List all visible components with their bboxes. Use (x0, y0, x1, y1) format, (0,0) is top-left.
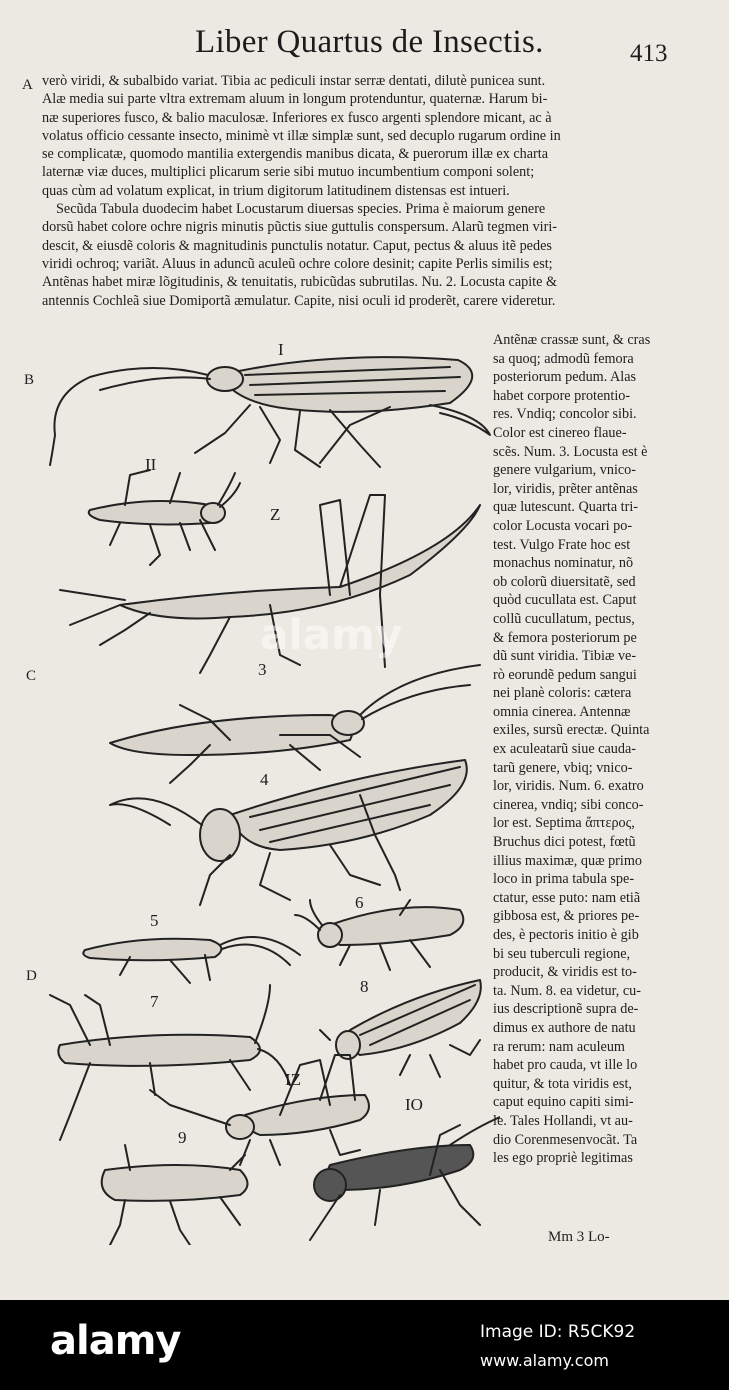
locust-2-drawing (89, 470, 240, 565)
side-text-line: genere vulgarium, vnico- (493, 462, 637, 479)
side-text-line: habet corpore protentio- (493, 387, 631, 404)
figure-label: IO (405, 1095, 423, 1114)
side-text-line: ctatur, esse puto: nam etiã (493, 889, 641, 906)
side-text-line: caput equino capiti simi- (493, 1094, 634, 1111)
locust-1-drawing (50, 357, 490, 467)
text-line: volatus officio cessante insecto, minimè vt illæ simplæ sunt, sed decuplo rugarum ordine in (42, 127, 561, 144)
side-text-line: scẽs. Num. 3. Locusta est è (493, 443, 648, 460)
side-text-line: des, è pectoris initio è gib (493, 927, 639, 943)
alamy-logo: alamy (50, 1318, 181, 1364)
text-line: antennis Cochleã siue Domiportã æmulatur. Capite, nisi oculi id proderẽt, carere videretur. (42, 292, 556, 309)
side-text-line: nei planè coloris: cætera (493, 685, 632, 702)
locust-9-drawing (102, 1145, 248, 1245)
figure-label: Z (270, 505, 281, 524)
side-text-line: ta. Num. 8. ea videtur, cu- (493, 982, 641, 999)
side-text-line: gibbosa est, & priores pe- (493, 908, 640, 925)
side-text-line: quæ lutescunt. Quarta tri- (493, 499, 638, 516)
side-text-line: color Locusta vocari po- (493, 517, 633, 534)
side-text-line: cinerea, vndiq; sibi conco- (493, 796, 644, 813)
margin-letter-a: A (22, 77, 33, 93)
side-text-line: Bruchus dici potest, fœtũ (493, 834, 636, 851)
side-text-line: posteriorum pedum. Alas (493, 369, 637, 386)
side-text-line: monachus nominatur, nõ (493, 555, 634, 572)
side-text-line: lor est. Septima ἄπτερος, (493, 815, 635, 832)
side-text-line: omnia cinerea. Antennæ (493, 703, 631, 720)
locust-4-drawing (110, 760, 467, 905)
text-line: næ superiores fusco, & balio maculosæ. Inferiores ex fusco argenti splendore micant, ac à (42, 109, 552, 126)
locust-8-drawing (320, 980, 481, 1077)
figure-label: 4 (260, 770, 269, 789)
locust-12-drawing (150, 1055, 369, 1165)
side-text-line: ius descriptionẽ supra de- (493, 1001, 639, 1018)
margin-letter-b: B (24, 372, 35, 388)
woodcut-illustration (30, 355, 500, 1245)
figure-label: 6 (355, 893, 364, 912)
text-line: laternæ viæ duces, multiplici plicarum serie sibi mutuo incumbentium componi solent; (42, 164, 535, 181)
text-line: Antẽnas habet miræ lõgitudinis, & tenuitatis, rubicũdas subrutilas. Nu. 2. Locusta capite & (42, 274, 557, 291)
watermark-footer (0, 1300, 729, 1390)
figure-label: 9 (178, 1128, 187, 1147)
side-text-line: le. Tales Hollandi, vt au- (493, 1112, 633, 1129)
side-text-line: test. Vulgo Frate hoc est (493, 536, 631, 553)
figure-label: II (145, 455, 157, 474)
side-text-line: tarũ genere, vbiq; vnico- (493, 759, 633, 776)
text-line: Secũda Tabula duodecim habet Locustarum diuersas species. Prima è maiorum genere (56, 201, 546, 218)
margin-letter-d: D (26, 968, 37, 984)
page-number: 413 (630, 40, 668, 67)
locust-5-drawing (83, 937, 300, 983)
locust-10-drawing (310, 1115, 500, 1240)
side-text-line: Color est cinereo flaue- (493, 424, 627, 441)
side-text-line: bi seu tuberculi regione, (493, 945, 631, 962)
side-text-line: sa quoq; admodũ femora (493, 350, 634, 367)
side-text-line: dio Corenmesenvocãt. Ta (493, 1131, 638, 1148)
locust-illustrations (30, 340, 500, 1245)
side-text-line: dimus ex authore de natu (493, 1019, 636, 1036)
side-text-line: habet pro cauda, vt ille lo (493, 1057, 638, 1074)
margin-letter-c: C (26, 668, 37, 684)
side-text-line: quitur, & tota viridis est, (493, 1075, 632, 1092)
side-text-line: les ego propriè legitimas (493, 1150, 633, 1167)
text-line: Alæ media sui parte vltra extremam aluum in longum protenduntur, quaternæ. Harum bi- (42, 91, 548, 108)
side-text-line: illius maximæ, quæ primo (493, 852, 642, 869)
side-text-line: ra rerum: nam aculeum (493, 1038, 625, 1055)
text-line: verò viridi, & subalbido variat. Tibia ac pediculi instar serræ dentati, dilutè punicea sunt. (42, 73, 546, 89)
text-line: descit, & eiusdẽ coloris & magnitudinis punctulis notatur. Caput, pectus & aluus itẽ pedes (42, 237, 552, 254)
text-line: viridi ochroq; variãt. Aluus in aduncũ aculeũ ochre colore desinit; capite Perlis similis est; (42, 255, 553, 272)
side-text-line: lor, viridis, prẽter antẽnas (493, 480, 638, 497)
side-text-line: loco in prima tabula spe- (493, 871, 635, 888)
overlay-watermark: alamy (260, 610, 403, 659)
figure-label: 3 (258, 660, 267, 679)
figure-label: 5 (150, 911, 159, 930)
side-text-column (493, 331, 713, 1168)
side-text-line: dũ sunt viridia. Tibiæ ve- (493, 648, 637, 665)
side-text-line: Antẽnæ crassæ sunt, & cras (493, 332, 651, 348)
image-id: Image ID: R5CK92 (480, 1322, 636, 1342)
side-text-line: res. Vndiq; concolor sibi. (493, 406, 637, 423)
side-text-line: exiles, sursũ erectæ. Quinta (493, 722, 650, 739)
side-text-line: lor, viridis. Num. 6. exatro (493, 778, 644, 795)
figure-label: 8 (360, 977, 369, 996)
figure-label: IZ (285, 1070, 302, 1089)
text-line: quas cùm ad volatum explicat, in trium digitorum latitudinem distensas est intueri. (42, 182, 510, 199)
side-text-line: producit, & viridis est to- (493, 964, 637, 981)
side-text-line: ex aculeatarũ siue cauda- (493, 741, 636, 758)
running-title: Liber Quartus de Insectis. (195, 24, 544, 60)
figure-label: 7 (150, 992, 159, 1011)
page-header (0, 10, 729, 67)
side-text-line: & femora posteriorum pe (493, 629, 637, 646)
side-text-line: quòd cucullata est. Caput (493, 592, 637, 609)
side-text-line: collũ cucullatum, pectus, (493, 610, 635, 627)
text-line: se complicatæ, quomodo mantilia extergendis manibus dicata, & puerorum illæ ex charta (42, 146, 549, 163)
side-text-line: rò eorundẽ pedum sangui (493, 666, 637, 683)
locust-6-drawing (295, 900, 463, 970)
figure-label: I (278, 340, 284, 359)
side-text-line: ob colorũ diuersitatẽ, sed (493, 573, 636, 590)
main-text-block (42, 72, 690, 310)
site-url: www.alamy.com (480, 1351, 609, 1370)
catchword: Mm 3 Lo- (548, 1229, 610, 1245)
text-line: dorsũ habet colore ochre nigris minutis pũctis siue guttulis conspersum. Alarũ tegmen viri- (42, 219, 557, 236)
